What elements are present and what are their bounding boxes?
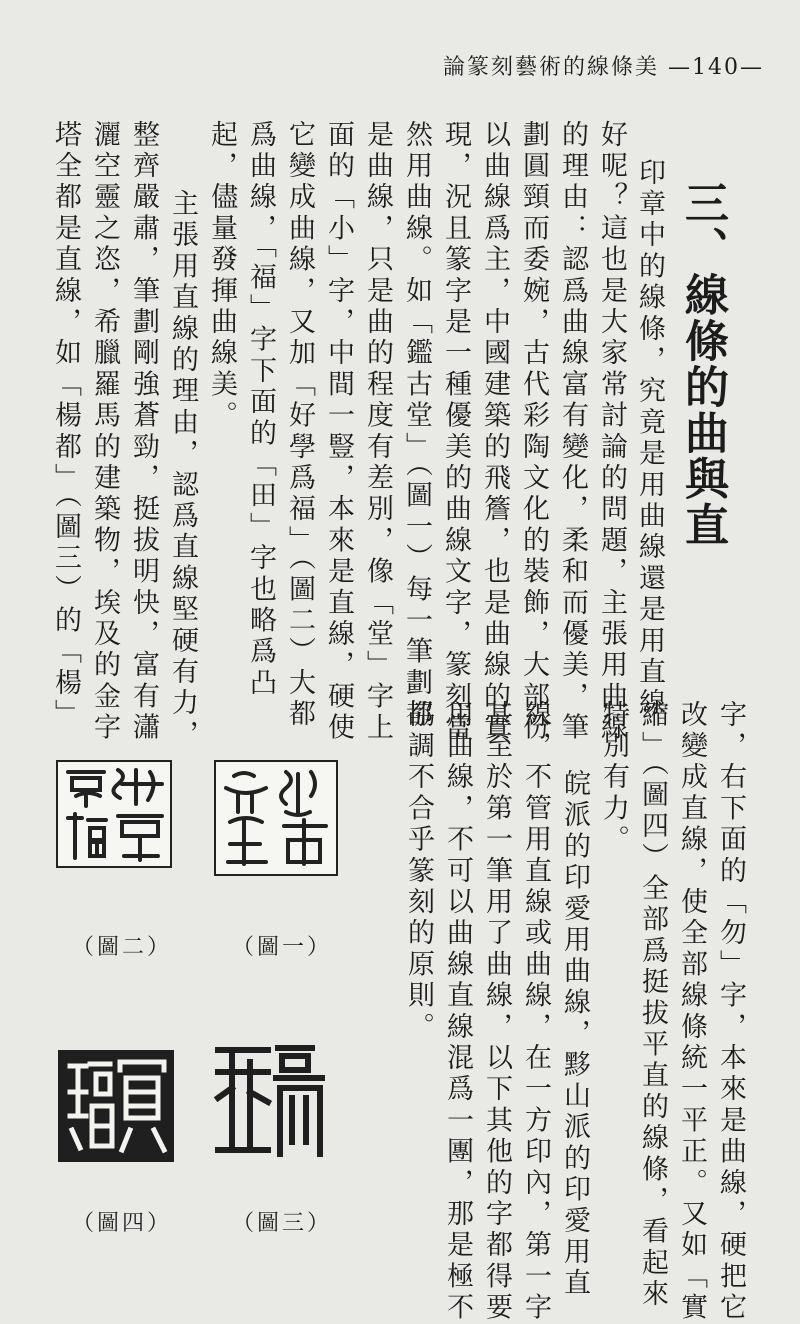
text-column: 線，不管用直線或曲線，在一方印內，第一字 xyxy=(520,700,551,1324)
text-column: 現，況且篆字是一種優美的曲線文字，篆刻當 xyxy=(440,120,471,744)
seal-figure-1 xyxy=(214,760,338,876)
seal-figure-4 xyxy=(58,1050,174,1162)
text-column: 是曲線，只是曲的程度有差別，像「堂」字上 xyxy=(362,120,393,744)
text-column: 面的「小」字，中間一豎，本來是直線，硬使 xyxy=(323,120,354,744)
figure-caption-1: （圖一） xyxy=(232,935,333,960)
text-column: 甚至於第一筆用了曲線，以下其他的字都得要 xyxy=(481,700,512,1324)
text-column: 整齊嚴肅，筆劃剛強蒼勁，挺拔明快，富有瀟 xyxy=(128,120,159,744)
text-column: 的理由：認爲曲線富有變化，柔和而優美，筆 xyxy=(557,120,588,744)
text-column: 它變成曲線，又加「好學爲福」（圖二）大都 xyxy=(284,120,315,731)
seal-figure-1-image xyxy=(216,762,336,874)
text-column: 以曲線爲主，中國建築的飛簷，也是曲線的實 xyxy=(479,120,510,744)
seal-figure-4-image xyxy=(60,1052,172,1160)
text-column: 改變成直線，使全部線條統一平正。又如「實 xyxy=(676,700,707,1324)
seal-figure-2-image xyxy=(58,762,170,866)
text-column: 灑空靈之恣，希臘羅馬的建築物，埃及的金字 xyxy=(89,120,120,744)
seal-figure-3-image xyxy=(210,1042,328,1160)
text-column: 塔全都是直線，如「楊都」（圖三）的「楊」 xyxy=(50,120,81,731)
section-title: 三、線條的曲與直 xyxy=(677,180,728,548)
text-column: 起，儘量發揮曲線美。 xyxy=(206,120,237,432)
text-column: 爲曲線，「福」字下面的「田」字也略爲凸 xyxy=(245,120,276,700)
text-column: 劃圓頸而委婉，古代彩陶文化的裝飾，大部份 xyxy=(518,120,549,744)
text-column: 縮」（圖四）全部爲挺拔平直的線條，看起來 xyxy=(637,700,668,1311)
text-column: 印章中的線條，究竟是用曲線還是用直線 xyxy=(634,158,665,720)
running-header: 論篆刻藝術的線條美 —140— xyxy=(443,55,764,80)
figure-caption-2: （圖二） xyxy=(72,935,173,960)
seal-figure-2 xyxy=(56,760,172,868)
text-column: 主張用直線的理由，認爲直線堅硬有力， xyxy=(167,158,198,751)
text-column: 特別有力。 xyxy=(598,700,629,856)
figure-caption-3: （圖三） xyxy=(232,1211,333,1236)
text-column: 然用曲線。如「鑑古堂」（圖一）每一筆劃都 xyxy=(401,120,432,731)
text-column: 用曲線，不可以曲線直線混爲一團，那是極不 xyxy=(442,700,473,1324)
seal-figure-3 xyxy=(210,1042,328,1160)
text-column: 好呢？這也是大家常討論的問題，主張用曲線 xyxy=(596,120,627,744)
text-column: 皖派的印愛用曲線，黟山派的印愛用直 xyxy=(559,738,590,1300)
figure-caption-4: （圖四） xyxy=(72,1211,173,1236)
text-column: 協調不合乎篆刻的原則。 xyxy=(403,700,434,1044)
text-column: 字，右下面的「勿」字，本來是曲線，硬把它 xyxy=(715,700,746,1324)
